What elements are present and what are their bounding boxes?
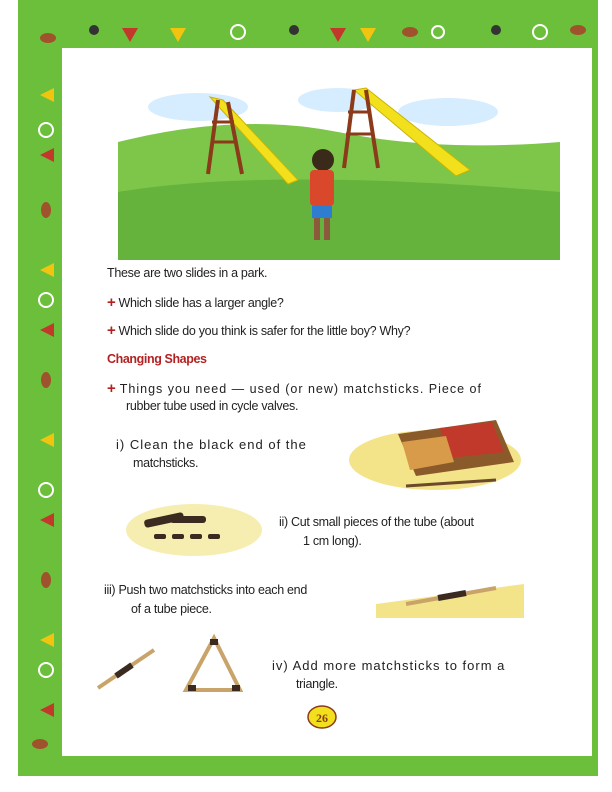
section-heading: Changing Shapes [107,352,207,366]
things-needed-line1: Things you need — used (or new) matchsticks. Piece of [119,382,482,396]
intro-sentence: These are two slides in a park. [107,266,268,280]
matchstick-triangle-illustration [92,628,268,700]
step-4-line2: triangle. [296,677,338,691]
matchbox-illustration [346,414,524,494]
step-2-line2: 1 cm long). [303,534,362,548]
question-item [107,322,410,339]
step-2-line1: ii) Cut small pieces of the tube (about [279,515,474,529]
question-text: Which slide do you think is safer for the little boy? Why? [118,324,411,338]
plus-bullet-icon: + [107,380,117,397]
park-slides-illustration [118,72,560,262]
joined-matchsticks-illustration [376,574,524,618]
things-needed [107,380,482,397]
tube-pieces-illustration [124,500,264,560]
step-3-line1: iii) Push two matchsticks into each end [104,583,307,597]
question-text: Which slide has a larger angle? [118,296,284,310]
step-3-line2: of a tube piece. [131,602,212,616]
step-1-line2: matchsticks. [133,456,199,470]
step-4-line1: iv) Add more matchsticks to form a [272,658,506,673]
step-1-line1: i) Clean the black end of the [116,437,307,452]
page-number-badge [302,704,342,730]
page-number: 26 [316,711,328,725]
plus-bullet-icon: + [107,322,116,339]
question-item [107,294,284,311]
plus-bullet-icon: + [107,294,116,311]
things-needed-line2: rubber tube used in cycle valves. [126,399,299,413]
